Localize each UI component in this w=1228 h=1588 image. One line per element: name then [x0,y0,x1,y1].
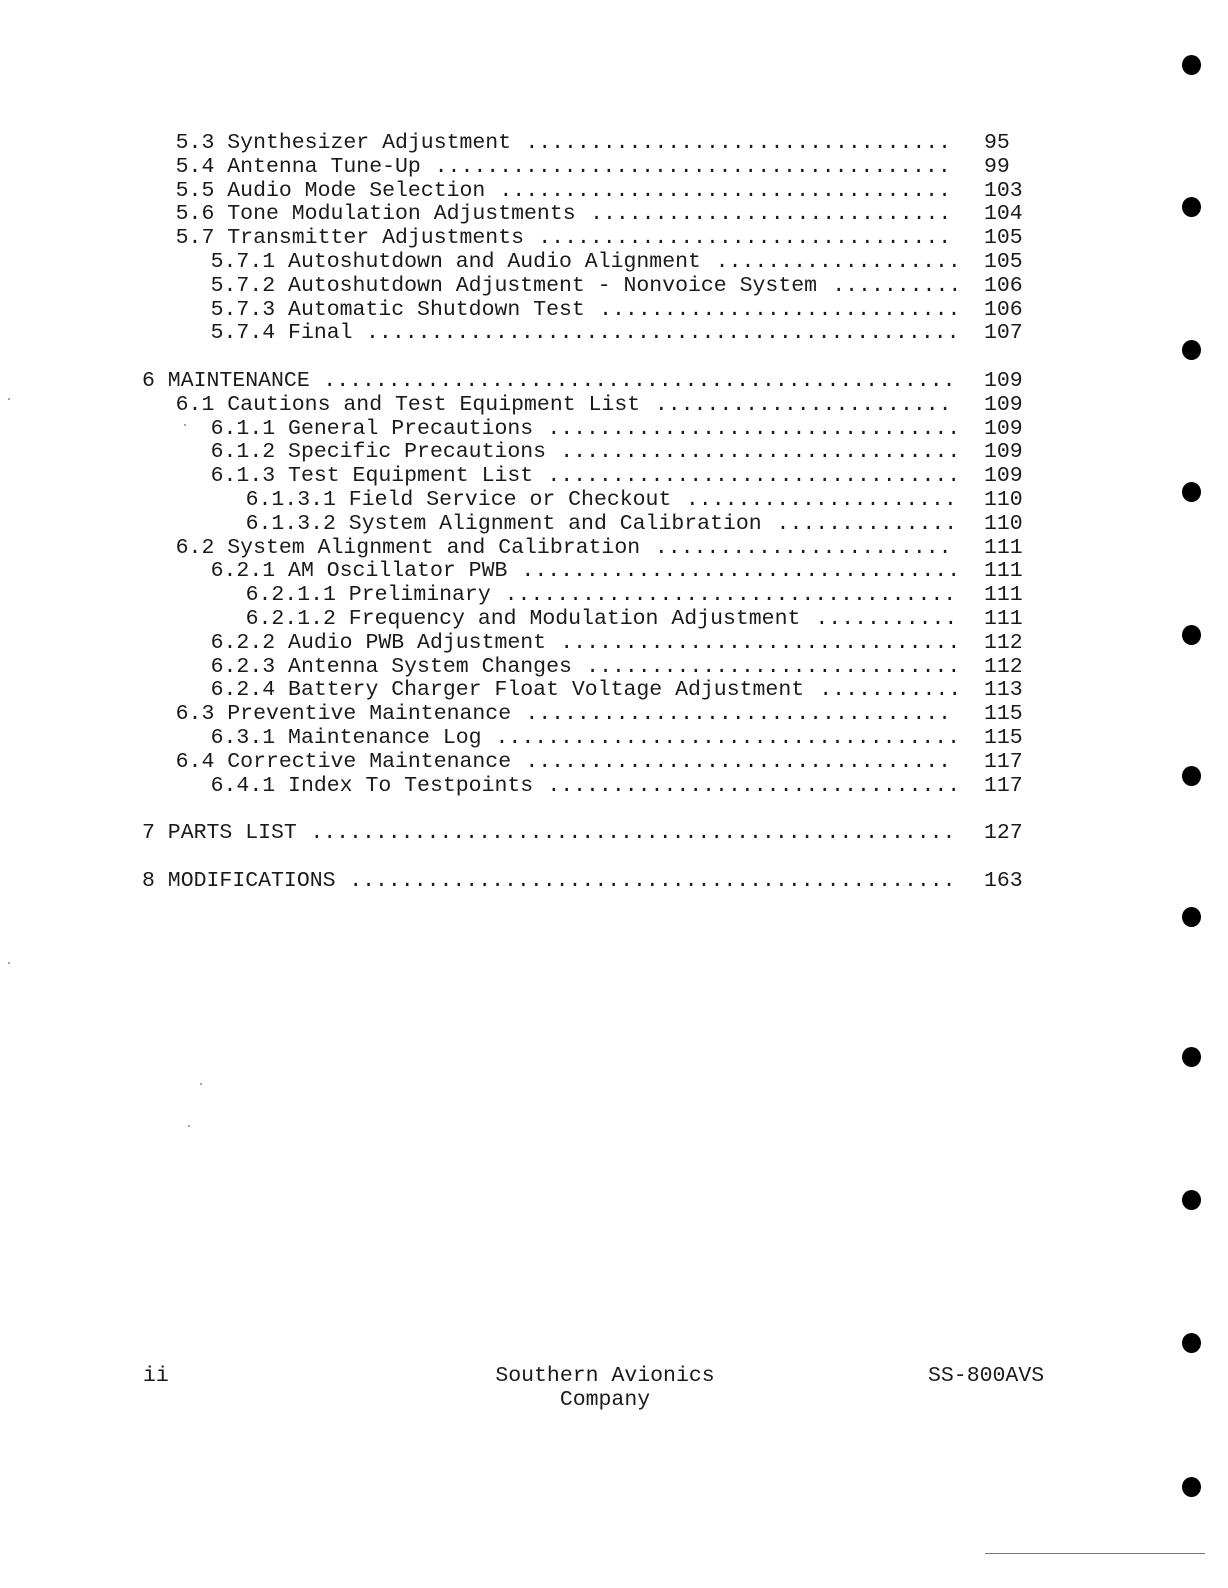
footer-company-line1: Southern Avionics [495,1364,715,1388]
toc-entry-page: 107 [984,321,1023,346]
toc-entry [142,465,1042,489]
toc-entry-label: 6.1 Cautions and Test Equipment List [175,392,641,417]
toc-entry-page: 109 [984,368,1023,393]
toc-entry-page: 117 [984,773,1023,798]
toc-entry-label: 6 MAINTENANCE [142,368,310,393]
toc-leader-dots: .................................................. [310,821,956,846]
toc-leader-dots: ........... [815,606,958,631]
toc-entry-page: 111 [984,535,1023,560]
toc-entry-page: 111 [984,583,1023,608]
toc-entry [142,775,1042,799]
toc-entry-page: 110 [984,487,1023,512]
punch-hole-icon [1182,482,1201,502]
toc-entry [142,870,1042,894]
toc-leader-dots: ............................... [560,630,961,655]
toc-leader-dots: ........................................ [434,154,951,179]
toc-leader-dots: ................................ [547,416,961,441]
toc-leader-dots: ................... [715,249,961,274]
toc-entry [142,751,1042,775]
toc-entry-page: 99 [984,154,1010,179]
toc-entry-label: 5.6 Tone Modulation Adjustments [175,202,576,227]
toc-entry [142,513,1042,537]
toc-entry-label: 5.7.1 Autoshutdown and Audio Alignment [210,249,701,274]
toc-entry [142,299,1042,323]
footer-model: SS-800AVS [928,1364,1045,1388]
toc-entry-label: 6.2.1 AM Oscillator PWB [210,559,508,584]
toc-entry [142,370,1042,394]
toc-leader-dots: ....................... [654,392,952,417]
punch-hole-icon [1182,625,1201,645]
toc-entry [142,394,1042,418]
toc-leader-dots: ............................... [560,440,961,465]
toc-entry-label: 6.2.3 Antenna System Changes [210,654,572,679]
punch-hole-icon [1182,1477,1201,1497]
toc-entry-label: 7 PARTS LIST [142,821,297,846]
toc-leader-dots: ............................................... [349,868,956,893]
punch-hole-icon [1182,907,1201,927]
toc-entry-page: 109 [984,464,1023,489]
toc-entry [142,703,1042,727]
toc-leader-dots: .............. [776,511,958,536]
toc-entry-page: 115 [984,702,1023,727]
toc-entry [142,584,1042,608]
toc-entry-page: 113 [984,678,1023,703]
toc-entry-label: 8 MODIFICATIONS [142,868,336,893]
toc-entry-page: 117 [984,749,1023,774]
scan-speck [188,1125,190,1127]
toc-entry-label: 6.4.1 Index To Testpoints [210,773,534,798]
toc-entry-page: 109 [984,440,1023,465]
toc-entry-page: 111 [984,559,1023,584]
toc-entry [142,441,1042,465]
bottom-rule [985,1553,1205,1554]
toc-entry-label: 5.7.2 Autoshutdown Adjustment - Nonvoice System [210,273,818,298]
toc-entry-label: 6.3 Preventive Maintenance [175,702,512,727]
toc-entry [142,727,1042,751]
toc-leader-dots: ................................ [547,464,961,489]
toc-entry-label: 6.1.2 Specific Precautions [210,440,547,465]
toc-leader-dots: .............................................. [366,321,960,346]
toc-leader-dots: ....................... [654,535,952,560]
toc-entry-label: 5.4 Antenna Tune-Up [175,154,421,179]
toc-leader-dots: ................................................. [323,368,956,393]
toc-entry-label: 5.7.4 Final [210,321,353,346]
toc-entry [142,322,1042,346]
toc-leader-dots: .................................. [521,559,961,584]
toc-entry-page: 103 [984,178,1023,203]
toc-leader-dots: ................................... [499,178,951,203]
toc-spacer [142,346,1042,370]
toc-leader-dots: ................................. [525,131,952,155]
toc-leader-dots: ................................... [504,583,957,608]
toc-entry [142,489,1042,513]
toc-entry-label: 6.4 Corrective Maintenance [175,749,512,774]
toc-leader-dots: .................................... [495,725,961,750]
toc-entry-label: 6.2.1.2 Frequency and Modulation Adjustment [245,606,801,631]
toc-entry-page: 111 [984,606,1023,631]
toc-entry-page: 105 [984,226,1023,251]
scan-speck [200,1083,202,1085]
toc-entry-label: 5.7 Transmitter Adjustments [175,226,525,251]
toc-entry-label: 6.2.1.1 Preliminary [245,583,491,608]
toc-entry [142,251,1042,275]
toc-entry-page: 95 [984,131,1010,155]
toc-entry [142,822,1042,846]
toc-entry-label: 6.2 System Alignment and Calibration [175,535,641,560]
toc-entry-page: 112 [984,630,1023,655]
toc-leader-dots: ................................. [525,702,952,727]
toc-entry [142,608,1042,632]
toc-entry-page: 163 [984,868,1023,893]
punch-hole-icon [1182,340,1201,360]
toc-spacer [142,846,1042,870]
toc-leader-dots: ................................ [547,773,961,798]
toc-entry-label: 6.3.1 Maintenance Log [210,725,482,750]
toc-entry [142,418,1042,442]
toc-entry-label: 6.1.1 General Precautions [210,416,534,441]
punch-hole-icon [1182,1047,1201,1067]
toc-entry-label: 5.3 Synthesizer Adjustment [175,131,512,155]
toc-entry [142,156,1042,180]
punch-hole-icon [1182,766,1201,786]
toc-leader-dots: ............................. [586,654,961,679]
toc-entry-page: 104 [984,202,1023,227]
toc-entry [142,275,1042,299]
toc-entry [142,679,1042,703]
toc-leader-dots: ............................ [590,202,952,227]
footer-company-line2: Company [559,1388,651,1412]
toc-entry-page: 106 [984,297,1023,322]
punch-hole-icon [1182,55,1201,75]
toc-entry-page: 127 [984,821,1023,846]
table-of-contents [142,132,1042,894]
scan-speck [8,398,10,400]
toc-entry-label: 6.1.3.2 System Alignment and Calibration [245,511,762,536]
toc-entry [142,537,1042,561]
toc-entry-label: 6.1.3.1 Field Service or Checkout [245,487,672,512]
toc-entry-page: 109 [984,416,1023,441]
punch-hole-icon [1182,197,1201,217]
toc-entry-page: 110 [984,511,1023,536]
toc-leader-dots: ................................ [538,226,952,251]
toc-entry [142,656,1042,680]
toc-entry [142,132,1042,156]
toc-entry [142,180,1042,204]
toc-entry-label: 5.5 Audio Mode Selection [175,178,486,203]
scan-speck [184,424,186,426]
toc-entry-page: 106 [984,273,1023,298]
scan-speck [8,962,10,964]
toc-entry-label: 6.1.3 Test Equipment List [210,464,534,489]
toc-leader-dots: .......... [832,273,962,298]
punch-hole-icon [1182,1333,1201,1353]
toc-entry-label: 5.7.3 Automatic Shutdown Test [210,297,585,322]
toc-entry [142,227,1042,251]
toc-entry [142,560,1042,584]
toc-leader-dots: ........... [819,678,962,703]
toc-leader-dots: ............................ [599,297,961,322]
toc-entry [142,203,1042,227]
toc-entry-page: 109 [984,392,1023,417]
toc-spacer [142,798,1042,822]
toc-entry-page: 115 [984,725,1023,750]
toc-leader-dots: ..................... [685,487,957,512]
toc-entry-page: 112 [984,654,1023,679]
footer-company [460,1364,750,1412]
toc-entry [142,632,1042,656]
punch-hole-icon [1182,1190,1201,1210]
toc-entry-label: 6.2.4 Battery Charger Float Voltage Adjustment [210,678,805,703]
toc-entry-label: 6.2.2 Audio PWB Adjustment [210,630,547,655]
toc-leader-dots: ................................. [525,749,952,774]
footer-page-number: ii [143,1364,169,1388]
toc-entry-page: 105 [984,249,1023,274]
